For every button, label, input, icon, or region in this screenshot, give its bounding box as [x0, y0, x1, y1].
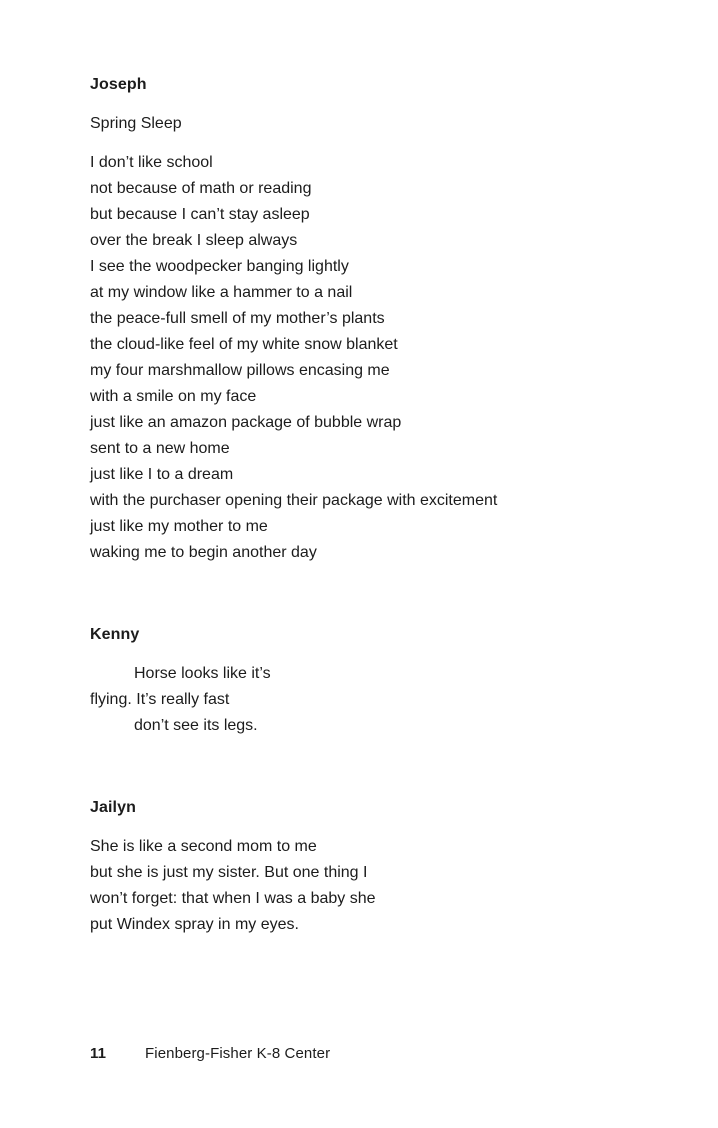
poem-line: I see the woodpecker banging lightly: [90, 258, 349, 275]
page-content: [90, 72, 682, 938]
poem-line: I don’t like school: [90, 154, 213, 171]
poem-line: don’t see its legs.: [134, 717, 258, 734]
poem-title: Spring Sleep: [90, 115, 182, 132]
poem-line: Horse looks like it’s: [134, 665, 271, 682]
poem-line: just like I to a dream: [90, 466, 234, 483]
school-name: Fienberg-Fisher K-8 Center: [145, 1045, 331, 1062]
poem-section-kenny: [90, 622, 682, 739]
poem-line: but she is just my sister. But one thing I: [90, 864, 368, 881]
poem-body: [90, 834, 682, 938]
author-name: Jailyn: [90, 799, 136, 816]
poem-section-jailyn: [90, 795, 682, 938]
poem-line: but because I can’t stay asleep: [90, 206, 310, 223]
poem-body: [90, 150, 682, 566]
author-name: Kenny: [90, 626, 140, 643]
author-name: Joseph: [90, 76, 147, 93]
poem-line: waking me to begin another day: [90, 544, 317, 561]
poem-line: She is like a second mom to me: [90, 838, 317, 855]
poem-line: at my window like a hammer to a nail: [90, 284, 353, 301]
poem-section-joseph: [90, 72, 682, 566]
poem-line: just like my mother to me: [90, 518, 268, 535]
poem-line: the peace-full smell of my mother’s plants: [90, 310, 385, 327]
poem-line: with a smile on my face: [90, 388, 257, 405]
poem-line: sent to a new home: [90, 440, 230, 457]
poem-line: the cloud-like feel of my white snow blanket: [90, 336, 398, 353]
poem-line: flying. It’s really fast: [90, 691, 230, 708]
poem-line: put Windex spray in my eyes.: [90, 916, 299, 933]
poem-line: with the purchaser opening their package with excitement: [90, 492, 498, 509]
poem-body: [90, 661, 682, 739]
page-footer: [90, 1044, 330, 1064]
poem-line: not because of math or reading: [90, 180, 312, 197]
poem-line: just like an amazon package of bubble wrap: [90, 414, 402, 431]
poem-line: over the break I sleep always: [90, 232, 298, 249]
poem-line: won’t forget: that when I was a baby she: [90, 890, 376, 907]
page-number: 11: [90, 1045, 107, 1062]
poem-line: my four marshmallow pillows encasing me: [90, 362, 390, 379]
